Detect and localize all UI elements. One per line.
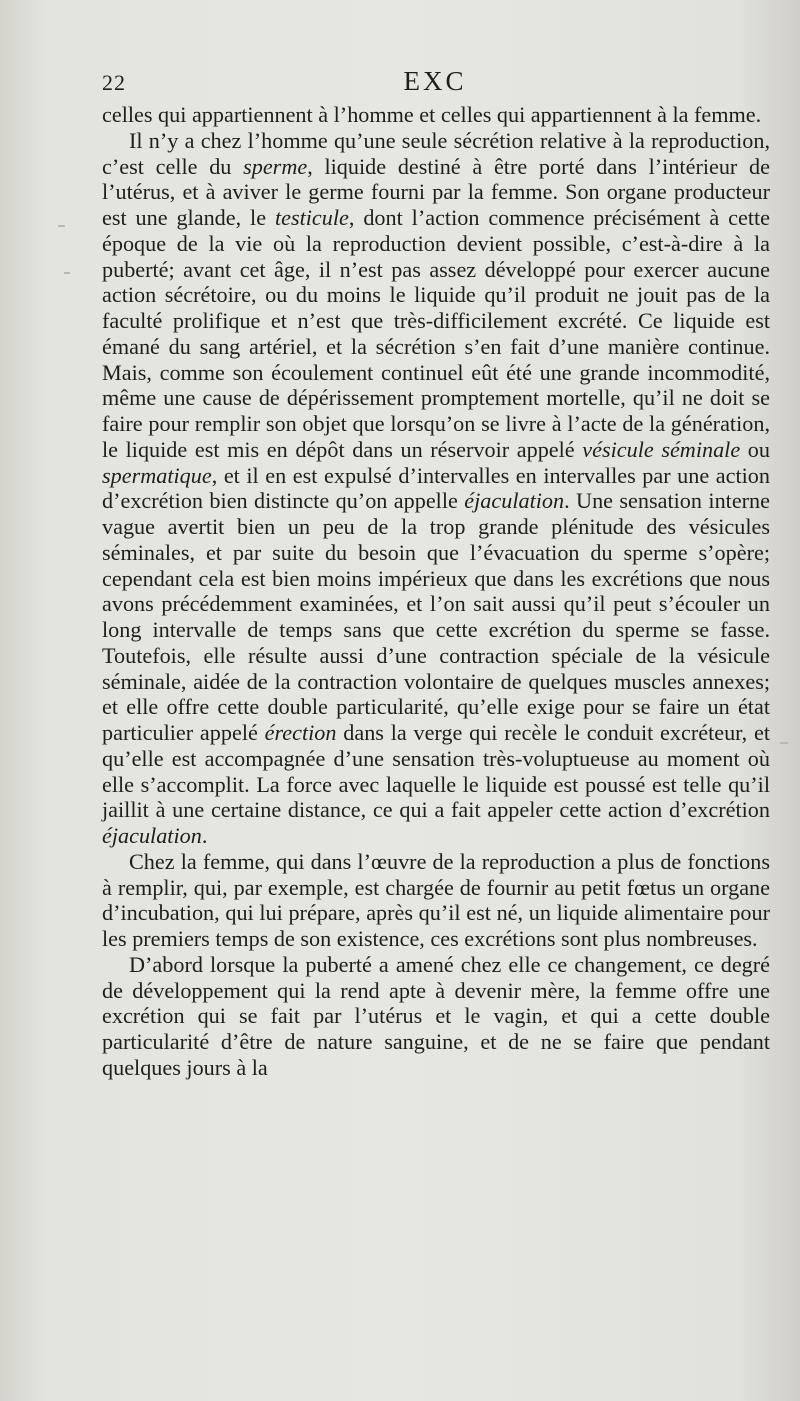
margin-mark: [780, 742, 788, 744]
italic-term: érection: [264, 720, 337, 745]
margin-mark: [64, 272, 70, 274]
paragraph: [102, 952, 770, 1081]
text-run: Chez la femme, qui dans l’œuvre de la reproduction a plus de fonctions à remplir, qui, par exemple, est chargée de fournir au petit fœtus un organe d’incubation, qui lui prépare, après qu’il est né, un liquide alimentaire pour les premiers temps de son existence, ces excrétions sont plus nombreuses.: [102, 848, 770, 951]
italic-term: sperme: [243, 153, 308, 179]
text-run: , dont l’action commence précisément à cette époque de la vie où la reproduction devient possible, c’est-à-dire à la puberté; avant cet âge, il n’est pas assez développé pour exercer aucune action sécrétoire, ou du moins le liquide qu’il produit ne jouit pas de la faculté prolifique et n’est que très-difficilement excrété. Ce liquide est émané du sang artériel, et la sécrétion s’en fait d’une manière continue. Mais, comme son écoulement continuel eût été une grande incommodité, même une cause de dépérissement promptement mortelle, qu’il ne doit se faire pour remplir son objet que lorsqu’on se livre à l’acte de la génération, le liquide est mis en dépôt dans un réservoir appelé: [102, 205, 770, 462]
page-header: [100, 66, 770, 102]
text-run: , et il en est expulsé d’intervalles en intervalles par une action d’excrétion bien distincte qu’on appelle: [102, 462, 770, 514]
text-run: . Une sensation interne vague avertit bien un peu de la trop grande plénitude des vésicules séminales, et par suite du besoin que l’évacuation du sperme s’opère; cependant cela est bien moins impérieux que dans les excrétions que nous avons précédemment examinées, et l’on sait aussi qu’il peut s’écouler un long intervalle de temps sans que cette excrétion du sperme se fasse. Toutefois, elle résulte aussi d’une contraction spéciale de la vésicule séminale, aidée de la contraction volontaire de quelques muscles annexes; et elle offre cette double particularité, qu’elle exige pour se faire un état particulier appelé: [102, 488, 770, 745]
text-run: , liquide destiné à être porté dans l’intérieur de l’utérus, et à aviver le germe fourni par la femme. Son organe producteur est une glande, le: [102, 153, 770, 230]
text-run: ou: [740, 436, 770, 462]
text-run: dans la verge qui recèle le conduit excréteur, et qu’elle est accompagnée d’une sensation très-voluptueuse au moment où elle s’accomplit. La force avec laquelle le liquide est poussé est telle qu’il jaillit à une certaine distance, ce qui a fait appeler cette action d’excrétion: [102, 720, 771, 823]
italic-term: vésicule séminale: [582, 436, 741, 462]
paragraph: [102, 128, 770, 849]
italic-term: testicule: [274, 205, 349, 230]
italic-term: éjaculation: [464, 488, 565, 514]
text-run: .: [201, 823, 208, 848]
paragraph: [102, 849, 770, 952]
text-run: celles qui appartiennent à l’homme et celles qui appartiennent à la femme.: [102, 102, 762, 127]
body-text: [102, 102, 770, 1081]
running-head: EXC: [403, 66, 467, 96]
text-run: D’abord lorsque la puberté a amené chez elle ce changement, ce degré de développement qui la rend apte à devenir mère, la femme offre une excrétion qui se fait par l’utérus et le vagin, et qui a cette double particularité d’être de nature sanguine, et de ne se faire que pendant quelques jours à la: [102, 951, 770, 1080]
italic-term: éjaculation: [102, 823, 202, 848]
italic-term: spermatique: [102, 462, 212, 488]
margin-mark: [58, 225, 65, 227]
text-run: Il n’y a chez l’homme qu’une seule sécrétion relative à la reproduction, c’est celle du: [102, 127, 770, 179]
paragraph: [102, 102, 770, 128]
page-number: 22: [102, 70, 126, 95]
